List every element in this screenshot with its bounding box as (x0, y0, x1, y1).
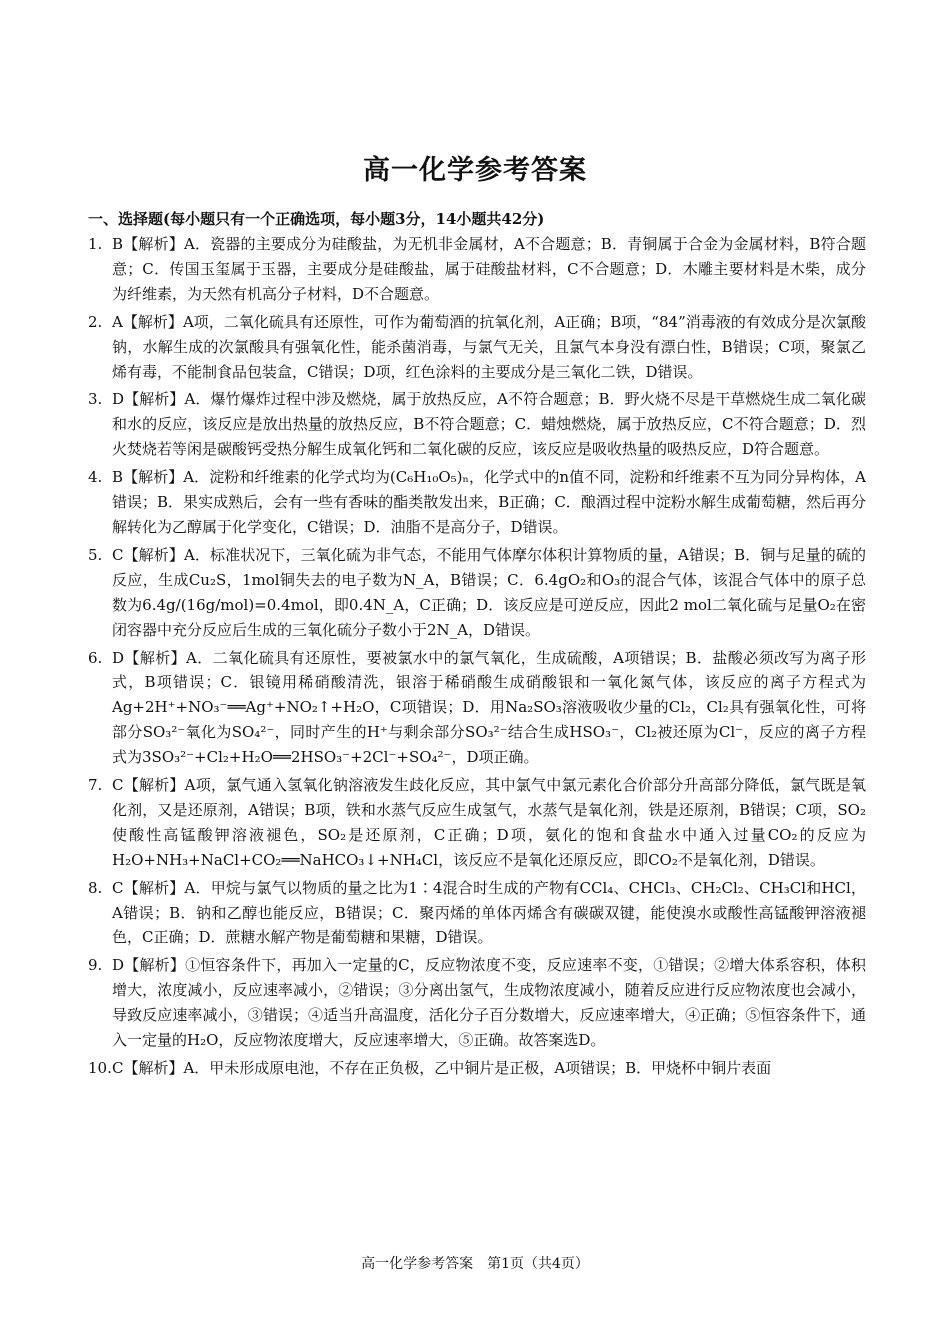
question-number: 3. (88, 390, 103, 409)
list-item (88, 387, 866, 462)
question-answer-text: C【解析】A．标准状况下，三氧化硫为非气态，不能用气体摩尔体积计算物质的量，A错误；B．铜与足量的硫的反应，生成Cu₂S，1mol铜失去的电子数为N_A，B错误；C．6.4gO₂和O₃的混合气体，该混合气体中的原子总数为6.4g/(16g/mol)=0.4mol，即0.4N_A，C正确；D．该反应是可逆反应，因此2 mol二氧化硫与足量O₂在密闭容器中充分反应后生成的三氧化硫分子数小于2N_A，D错误。 (112, 545, 866, 639)
question-number: 1. (88, 235, 103, 253)
question-answer-text: A【解析】A项，二氧化硫具有还原性，可作为葡萄酒的抗氧化剂，A正确；B项，“84”消毒液的有效成分是次氯酸钠，水解生成的次氯酸具有强氧化性，能杀菌消毒，与氯气无关，且氯气本身没有漂白性，B错误；C项，聚氯乙烯有毒，不能制食品包装盒，C错误；D项，红色涂料的主要成分是三氧化二铁，D错误。 (112, 312, 866, 381)
question-answer-text: D【解析】A．爆竹爆炸过程中涉及燃烧，属于放热反应，A不符合题意；B．野火烧不尽是干草燃烧生成二氧化碳和水的反应，该反应是放出热量的放热反应，B不符合题意；C．蜡烛燃烧，属于放热反应，C不符合题意；D．烈火焚烧若等闲是碳酸钙受热分解生成氧化钙和二氧化碳的反应，该反应是吸收热量的吸热反应，D符合题意。 (112, 390, 866, 459)
question-answer-text: D【解析】①恒容条件下，再加入一定量的C，反应物浓度不变，反应速率不变，①错误；②增大体系容积，体积增大，浓度减小，反应速率减小，②错误；③分离出氢气，生成物浓度减小，随着反应进行反应物浓度也会减小，导致反应速率减小，③错误；④适当升高温度，活化分子百分数增大，反应速率增大，④正确；⑤恒容条件下，通入一定量的H₂O，反应物浓度增大，反应速率增大，⑤正确。故答案选D。 (112, 956, 866, 1050)
question-answer-text: C【解析】A项，氯气通入氢氧化钠溶液发生歧化反应，其中氯气中氯元素化合价部分升高部分降低，氯气既是氧化剂，又是还原剂，A错误；B项，铁和水蒸气反应生成氢气，水蒸气是氧化剂，铁是还原剂，B错误；C项，SO₂使酸性高锰酸钾溶液褪色，SO₂是还原剂，C正确；D项，氨化的饱和食盐水中通入过量CO₂的反应为H₂O+NH₃+NaCl+CO₂══NaHCO₃↓+NH₄Cl，该反应不是氧化还原反应，即CO₂不是氧化剂，D错误。 (112, 776, 866, 869)
question-answer-text: C【解析】A．甲烷与氯气以物质的量之比为1∶4混合时生成的产物有CCl₄、CHCl₃、CH₂Cl₂、CH₃Cl和HCl，A错误；B．钠和乙醇也能反应，B错误；C．聚丙烯的单体丙烯含有碳碳双键，能使溴水或酸性高锰酸钾溶液褪色，C正确；D．蔗糖水解产物是葡萄糖和果糖，D错误。 (112, 878, 866, 947)
list-item (88, 1056, 866, 1081)
question-answer-text: B【解析】A．淀粉和纤维素的化学式均为(C₆H₁₀O₅)ₙ，化学式中的n值不同，淀粉和纤维素不互为同分异构体，A错误；B．果实成熟后，会有一些有香味的酯类散发出来，B正确；C．酿酒过程中淀粉水解生成葡萄糖，然后再分解转化为乙醇属于化学变化，C错误；D．油脂不是高分子，D错误。 (112, 468, 866, 536)
section-heading: 一、选择题(每小题只有一个正确选项，每小题3分，14小题共42分) (88, 210, 545, 228)
list-item (88, 773, 866, 873)
question-number: 9. (88, 956, 103, 975)
page-title: 高一化学参考答案 (363, 155, 587, 186)
page-footer: 高一化学参考答案 第1页（共4页） (361, 1256, 589, 1272)
question-answer-text: C【解析】A．甲未形成原电池，不存在正负极，乙中铜片是正极，A项错误；B．甲烧杯中铜片表面 (112, 1059, 772, 1077)
question-number: 6. (88, 648, 103, 667)
question-answer-text: B【解析】A．瓷器的主要成分为硅酸盐，为无机非金属材，A不合题意；B．青铜属于合金为金属材料，B符合题意；C．传国玉玺属于玉器，主要成分是硅酸盐，属于硅酸盐材料，C不合题意；D．木雕主要材料是木柴，成分为纤维素，为天然有机高分子材料，D不合题意。 (112, 235, 866, 303)
question-number: 5. (88, 545, 103, 564)
question-number: 7. (88, 776, 103, 795)
list-item (88, 232, 866, 307)
list-item (88, 465, 866, 540)
list-item (88, 953, 866, 1053)
question-number: 4. (88, 468, 103, 487)
list-item (88, 310, 866, 385)
list-item (88, 543, 866, 643)
question-number: 8. (88, 878, 103, 897)
question-answer-text: D【解析】A．二氧化硫具有还原性，要被氯水中的氯气氧化，生成硫酸，A项错误；B．盐酸必须改写为离子形式，B项错误；C．银镜用稀硝酸清洗，银溶于稀硝酸生成硝酸银和一氧化氮气体，该反应的离子方程式为Ag+2H⁺+NO₃⁻══Ag⁺+NO₂↑+H₂O，C项错误；D．用Na₂SO₃溶液吸收少量的Cl₂，Cl₂具有强氧化性，可将部分SO₃²⁻氧化为SO₄²⁻，同时产生的H⁺与剩余部分SO₃²⁻结合生成HSO₃⁻，Cl₂被还原为Cl⁻，反应的离子方程式为3SO₃²⁻+Cl₂+H₂O══2HSO₃⁻+2Cl⁻+SO₄²⁻，D项正确。 (112, 648, 866, 767)
question-number: 10. (88, 1059, 112, 1077)
question-number: 2. (88, 312, 103, 331)
list-item (88, 876, 866, 951)
question-list (88, 232, 866, 1084)
list-item (88, 646, 866, 771)
